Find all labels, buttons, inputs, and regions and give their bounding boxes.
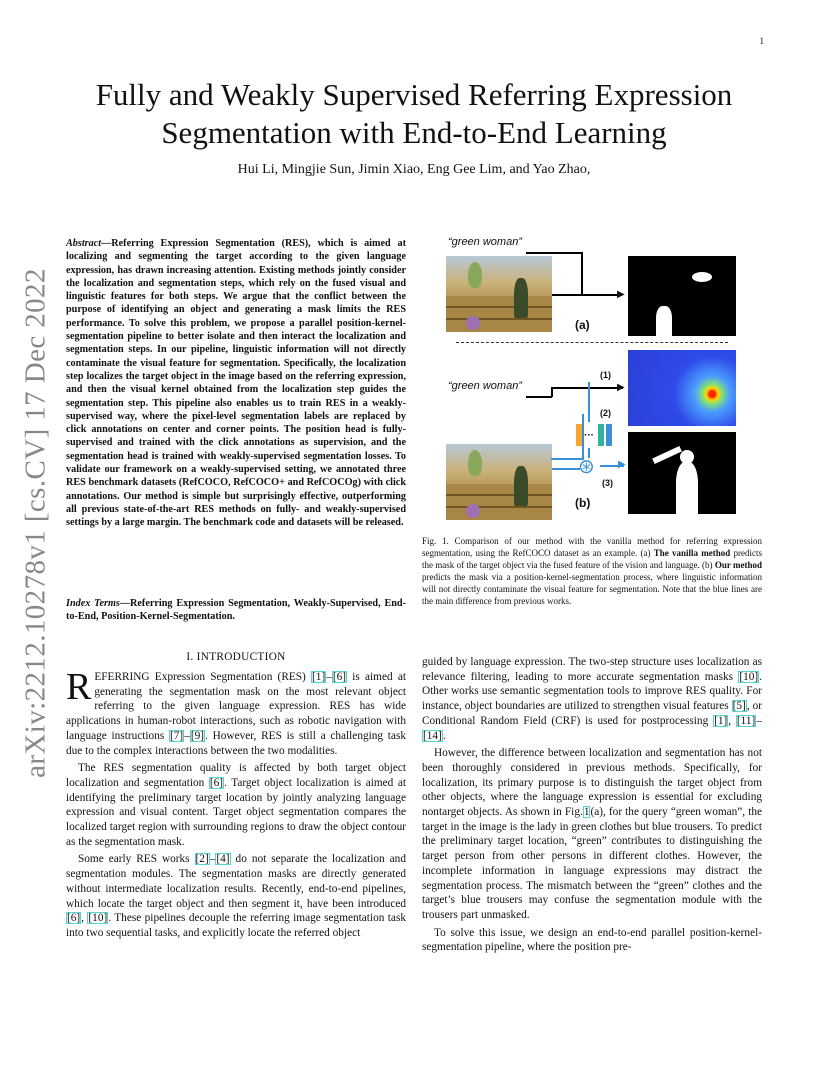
paragraph <box>422 926 762 955</box>
drop-cap: R <box>66 666 92 708</box>
citation-link[interactable]: [6] <box>67 912 81 925</box>
intro-left-column <box>66 666 407 944</box>
paragraph <box>66 761 406 849</box>
caption-bold: Our method <box>714 560 763 570</box>
figure-ref-link[interactable]: 1 <box>583 806 590 819</box>
text: . These pipelines decouple the referring image segmentation task into two sequential tasks, and explicitly locate the referred object <box>66 912 406 939</box>
output-mask-a <box>628 256 736 336</box>
text: do not separate the localization and segmentation modules. The segmentation masks are directly generated without intermediate localization results. Recently, end-to-end pipelines, which locate the target object and then segment it, have been introduced <box>66 853 406 910</box>
query-text-b: “green woman” <box>448 380 522 392</box>
citation-link[interactable]: [7] <box>170 729 184 742</box>
text: – <box>184 729 190 742</box>
citation-link[interactable]: [9] <box>190 729 205 742</box>
input-image-a <box>446 256 552 332</box>
text: – <box>756 714 762 727</box>
text: The RES segmentation quality is affected by both target object localization and segmentation <box>66 762 406 789</box>
position-heatmap <box>628 350 736 426</box>
arrow-head-icon: ▶ <box>617 289 625 300</box>
step-1-label: (1) <box>600 370 611 380</box>
citation-link[interactable]: [10] <box>88 912 108 925</box>
step-3-label: (3) <box>602 478 613 488</box>
paragraph <box>66 666 406 758</box>
label-a: (a) <box>575 318 590 332</box>
text: . Other works use semantic segmentation tools to improve RES quality. For instance, object boundaries are utilized to strengthen visual features <box>422 670 762 713</box>
text: , <box>728 714 736 727</box>
text: . <box>442 729 446 742</box>
citation-link[interactable]: [6] <box>209 776 224 789</box>
index-terms-lead: Index Terms <box>66 598 120 609</box>
abstract <box>66 237 406 530</box>
label-b: (b) <box>575 496 591 510</box>
text: . However, RES is still a challenging task due to the complex interactions between the two modalities. <box>66 729 406 757</box>
citation-link[interactable]: [2] <box>195 853 209 866</box>
section-heading: I. INTRODUCTION <box>186 651 286 663</box>
text: guided by language expression. The two-step structure uses localization as relevance filtering, leading to more accurate segmentation masks <box>422 656 762 683</box>
conv-operator-icon: ⊛ <box>578 456 595 478</box>
text: (a), for the query “green woman”, the target in the image is the lady in green clothes but blue trousers. To predict the preliminary target location, “green” contributes to distinguishing the target person from other persons in different clothes. However, the incomplete information in language expressions may distract the segmentation process. The mismatch between the “green” clothes and the target’s blue trousers may confuse the segmentation module with the trousers part unmasked. <box>422 806 763 921</box>
caption-bold: The vanilla method <box>653 548 731 558</box>
citation-link[interactable]: [1] <box>312 671 326 683</box>
figure-1 <box>420 232 764 522</box>
text: Some early RES works <box>78 853 195 866</box>
citation-link[interactable]: [4] <box>216 853 230 866</box>
citation-link[interactable]: [11] <box>736 714 756 727</box>
feature-bar-teal <box>598 424 604 446</box>
text: To solve this issue, we design an end-to-end parallel position-kernel-segmentation pipeline, where the position pre- <box>422 926 762 954</box>
citation-link[interactable]: [10] <box>739 670 759 683</box>
caption-text: Fig. 1. Comparison of our method with the vanilla method for referring expression segmentation, using the RefCOCO dataset as an example. (a) <box>422 536 762 558</box>
paragraph <box>66 852 406 940</box>
text: However, the difference between localization and segmentation has not been thoroughly considered in previous methods. Specifically, for localization, its primary purpose is to distinguish the target object from other objects, where the language expression is essential for excluding nontarget objects. As shown in Fig. <box>422 747 762 819</box>
input-image-b <box>446 444 552 520</box>
text: , or Conditional Random Field (CRF) is used for postprocessing <box>422 700 762 727</box>
text: . Target object localization is aimed at identifying the preliminary target location by jointly analyzing language expression and visual content. Target object segmentation compares the localized target region with surrounding regions to draw the object contour as the segmentation mask. <box>66 776 407 848</box>
paragraph <box>422 655 762 743</box>
divider-dashed <box>456 342 728 343</box>
text: EFERRING Expression Segmentation (RES) <box>94 671 312 683</box>
text: is aimed at generating the segmentation mask on the most relevant object referring to the given language expression. RES has wide applications in human-robot interactions, such as robotic navigation with language instructions <box>66 671 406 742</box>
output-mask-b <box>628 432 736 514</box>
text: – <box>326 671 332 683</box>
query-text-a: “green woman” <box>448 236 522 248</box>
text: , <box>81 912 88 925</box>
title-line-2: Segmentation with End-to-End Learning <box>161 115 667 150</box>
ellipsis-icon: ··· <box>584 430 594 441</box>
index-terms-body: —Referring Expression Segmentation, Weakly-Supervised, End-to-End, Position-Kernel-Segmentation. <box>66 598 406 623</box>
intro-right-column <box>422 655 762 958</box>
paper-title <box>60 76 768 152</box>
author-list: Hui Li, Mingjie Sun, Jimin Xiao, Eng Gee Lim, and Yao Zhao, <box>237 162 591 177</box>
feature-bar-blue <box>606 424 612 446</box>
paragraph <box>422 746 762 922</box>
arxiv-stamp <box>14 268 58 778</box>
citation-link[interactable]: [6] <box>332 671 347 683</box>
figure-caption <box>422 535 762 607</box>
title-line-1: Fully and Weakly Supervised Referring Expression <box>95 77 733 112</box>
citation-link[interactable]: [14] <box>423 729 442 742</box>
abstract-lead: Abstract <box>66 238 102 249</box>
caption-text: predicts the mask via a position-kernel-segmentation process, where linguistic information will not directly contaminate the visual feature for segmentation. Note that the blue lines are the main difference from previous works. <box>422 572 762 606</box>
text: – <box>209 853 216 866</box>
step-2-label: (2) <box>600 408 611 418</box>
citation-link[interactable]: [1] <box>714 714 728 727</box>
arrow-head-icon: ▶ <box>617 382 625 393</box>
arrow-head-icon: ▶ <box>618 459 626 470</box>
arxiv-stamp-text: arXiv:2212.10278v1 [cs.CV] 17 Dec 2022 <box>19 268 52 778</box>
page-number: 1 <box>759 36 764 46</box>
citation-link[interactable]: [5] <box>732 700 746 713</box>
caption-text: predicts the mask of the target object via the fused feature of the vision and language. (b) <box>422 548 762 570</box>
abstract-body: —Referring Expression Segmentation (RES), which is aimed at localizing and segmenting the target according to the given language expression, has drawn increasing attention. Existing methods jointly consider the localization and segmentation steps, which rely on the fused visual and linguistic features for both steps. We argue that the conflict between the purpose of identifying an object and generating a mask limits the RES performance. To solve this problem, we propose a parallel position-kernel-segmentation pipeline to better isolate and then interact the localization and segmentation steps. In our pipeline, linguistic information will not directly contaminate the visual feature for segmentation. Specifically, the localization step localizes the target object in the image based on the referring expression, and then the visual kernel obtained from the localization step guides the segmentation step. This pipeline also enables us to train RES in a weakly-supervised way, where the pixel-level segmentation labels are replaced by click annotations on center and corner points. The position head is fully-supervised and trained with the click annotations as supervision, and the segmentation head is trained with weakly-supervised segmentation losses. To validate our framework on a weakly-supervised setting, we annotated three RES benchmark datasets (RefCOCO, RefCOCO+ and RefCOCOg) with click annotations. Our method is simple but surprisingly effective, outperforming all previous state-of-the-art RES methods on fully- and weakly-supervised settings by a large margin. The benchmark code and datasets will be released. <box>66 238 406 529</box>
feature-bar-orange <box>576 424 582 446</box>
index-terms <box>66 597 406 624</box>
